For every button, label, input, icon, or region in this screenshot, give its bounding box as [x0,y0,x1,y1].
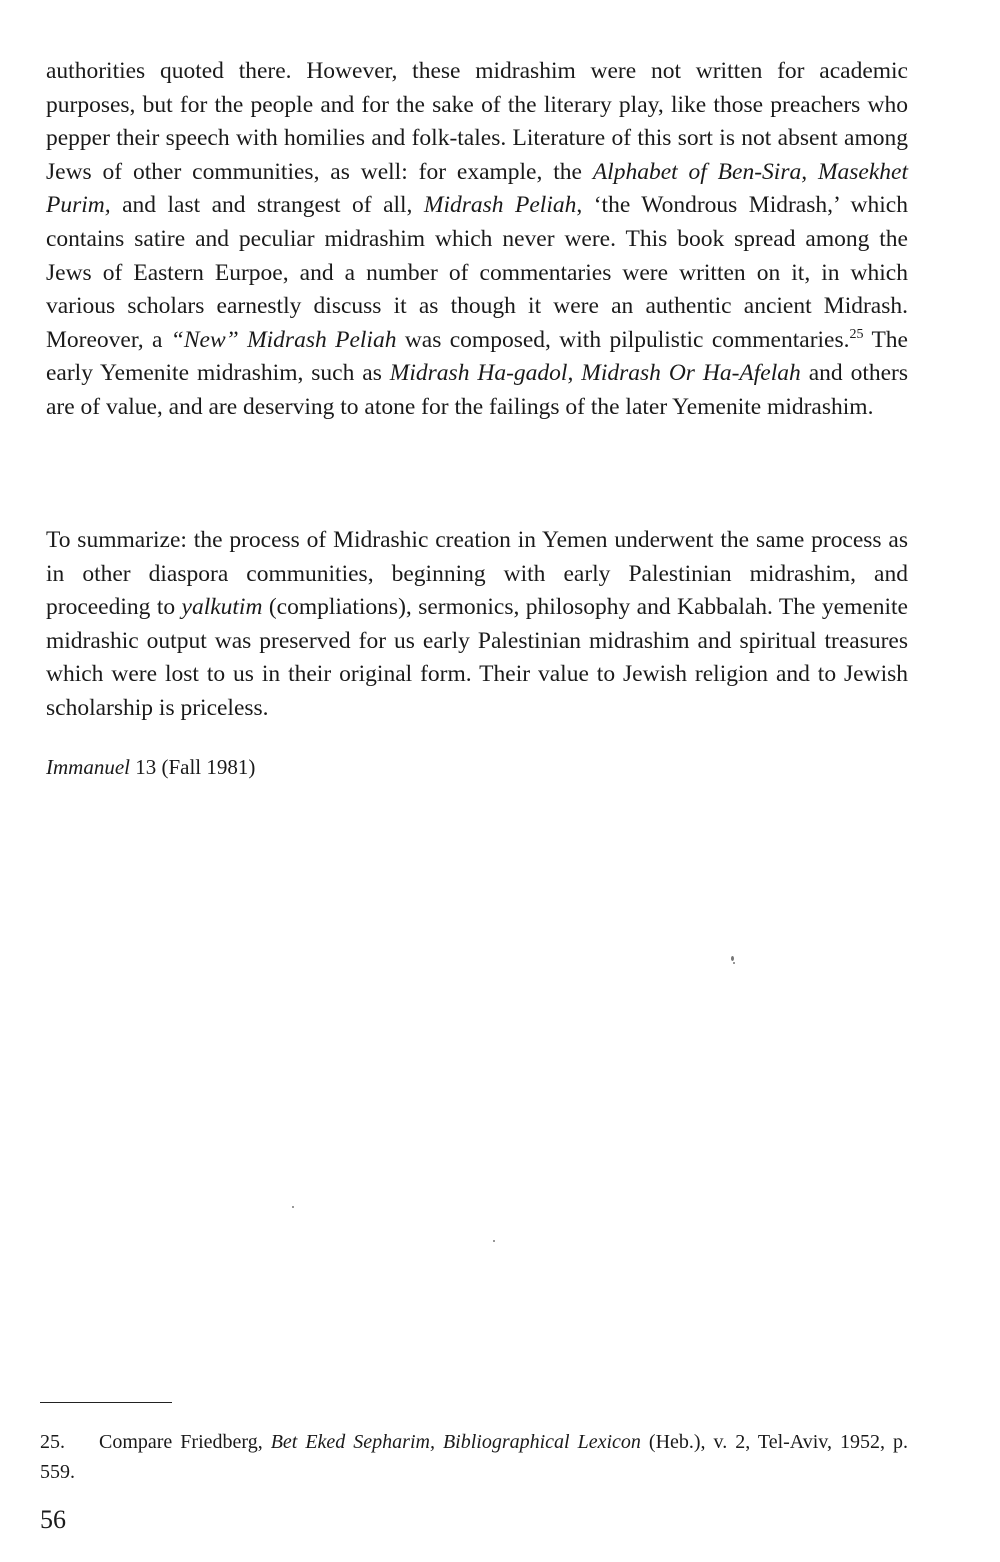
body-paragraph-1 [46,55,908,425]
journal-name: Immanuel [46,755,130,779]
scan-speck [733,962,735,964]
paragraph-text: , ‘the Wondrous Midrash,’ which contains satire and peculiar midrashim which never were. This book spread among the Jews of Eastern Eurpoe, and a number of commentaries were written on it, in which various scholars earnestly discuss it as though it were an authentic ancient Midrash. Moreover, a [46,192,908,353]
scan-speck [292,1206,294,1208]
paragraph-text: and last and strangest of all, [110,192,424,219]
paragraph-text: (compliations), sermonics, philosophy and Kabbalah. The yemenite midrashic output was preserved for us early Palestinian midrashim and spiritual treasures which were lost to us in their original form. Their value to Jewish religion and to Jewish scholarship is priceless. [46,594,908,721]
paragraph-text: authorities quoted there. However, these midrashim were not written for academic purposes, but for the people and for the sake of the literary play, like those preachers who pepper their speech with homilies and folk-tales. Literature of this sort is not absent among Jews of other communities, as well: for example, the [46,58,908,185]
paragraph-text: The early Yemenite midrashim, such as [46,326,908,387]
source-citation [46,752,255,782]
scan-speck [731,956,734,961]
footnote-reference: 25 [849,326,864,342]
paragraph-text: was composed, with pilpulistic commentaries. [396,326,850,353]
journal-issue: 13 (Fall 1981) [129,755,256,779]
footnote-text: (Heb.), v. 2, Tel-Aviv, 1952, p. 559. [40,1431,908,1483]
paragraph-text: and others are of value, and are deserving to atone for the failings of the later Yemenite midrashim. [46,360,909,420]
italic-title: Midrash Peliah [423,192,577,219]
footnote-number: 25. [40,1431,65,1453]
italic-title: “New” Midrash Peliah [170,326,397,353]
italic-title: Midrash Ha-gadol, Midrash Or Ha-Afelah [389,360,801,387]
paragraph-text: To summarize: the process of Midrashic creation in Yemen underwent the same process as in other diaspora communities, beginning with early Palestinian midrashim, and proceeding to [46,527,908,621]
footnote-text: Compare Friedberg, [99,1431,271,1453]
scan-speck [493,1240,495,1242]
italic-title: Bet Eked Sepharim, Bibliographical Lexicon [270,1431,641,1453]
italic-title: Alphabet of Ben-Sira, Masekhet Purim, [46,158,908,219]
italic-term: yalkutim [181,594,263,621]
page-number: 56 [40,1505,66,1534]
footnote-25 [40,1427,908,1487]
body-paragraph-2 [46,524,908,726]
footnote-divider [40,1402,172,1403]
